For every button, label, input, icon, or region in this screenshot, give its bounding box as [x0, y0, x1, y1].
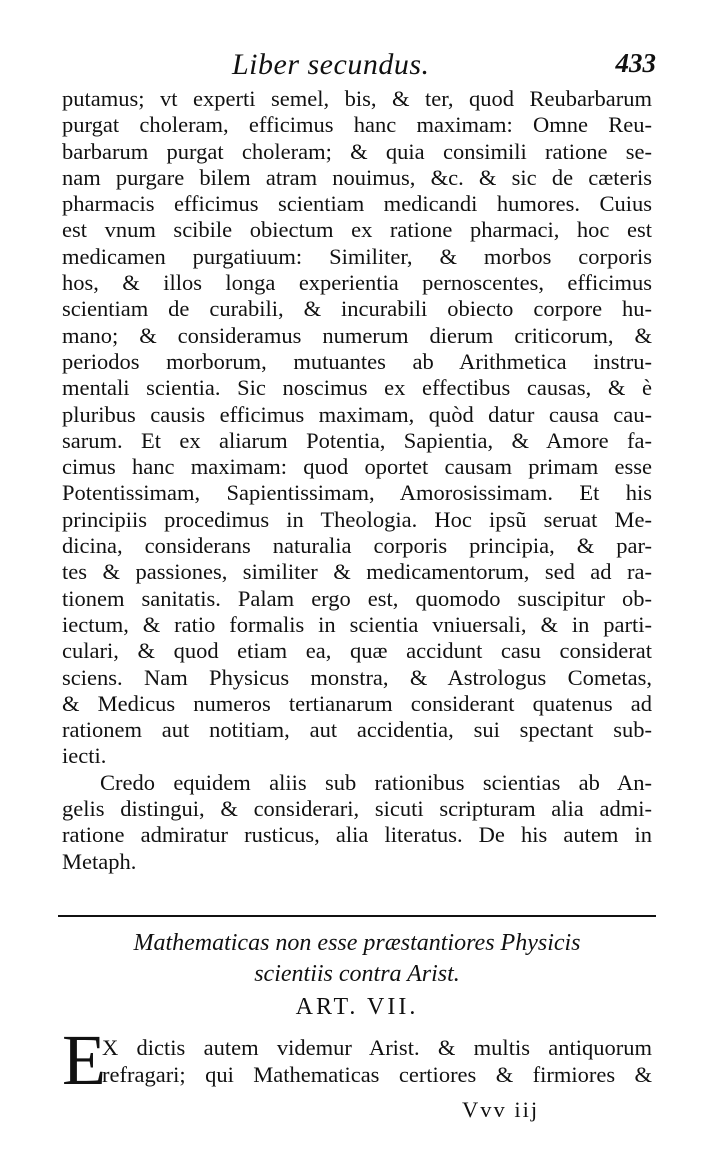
text-line: Potentissimam, Sapientissimam, Amorosissimam. Et his	[62, 480, 652, 506]
text-line: iecti.	[62, 743, 107, 769]
text-line: hos, & illos longa experientia pernoscentes, efficimus	[62, 270, 652, 296]
text-line: rationem aut notitiam, aut accidentia, sui spectant sub-	[62, 717, 652, 743]
text-line: ratione admiratur rusticus, alia literatus. De his autem in	[62, 822, 652, 848]
text-line: cimus hanc maximam: quod oportet causam primam esse	[62, 454, 652, 480]
text-line: mentali scientia. Sic noscimus ex effectibus causas, & è	[62, 375, 652, 401]
article-number: ART. VII.	[295, 994, 419, 1020]
text-line: tionem sanitatis. Palam ergo est, quomodo suscipitur ob-	[62, 585, 652, 611]
text-line: barbarum purgat choleram; & quia consimili ratione se-	[62, 138, 652, 164]
page-number: 433	[615, 48, 656, 78]
text-line: refragari; qui Mathematicas certiores & firmiores &	[102, 1062, 652, 1087]
text-line: sciens. Nam Physicus monstra, & Astrologus Cometas,	[62, 664, 652, 690]
text-line: X dictis autem videmur Arist. & multis antiquorum	[102, 1035, 652, 1060]
text-line: gelis distingui, & considerari, sicuti scripturam alia admi-	[62, 796, 652, 822]
article-title-line: scientiis contra Arist.	[254, 961, 460, 987]
text-line: pharmacis efficimus scientiam medicandi humores. Cuius	[62, 191, 652, 217]
text-line: pluribus causis efficimus maximam, quòd datur causa cau-	[62, 401, 652, 427]
text-line: purgat choleram, efficimus hanc maximam: Omne Reu-	[62, 112, 652, 138]
text-line: sarum. Et ex aliarum Potentia, Sapientia, & Amore fa-	[62, 427, 652, 453]
text-line: medicamen purgatiuum: Similiter, & morbos corporis	[62, 243, 652, 269]
article-title-line: Mathematicas non esse præstantiores Physicis	[133, 930, 581, 956]
section-divider	[58, 915, 656, 917]
article-body	[62, 1020, 652, 1100]
text-line: nam purgare bilem atram nouimus, &c. & sic de cæteris	[62, 164, 652, 190]
article-heading	[62, 928, 652, 1023]
text-line: periodos morborum, mutuantes ab Arithmetica instru-	[62, 348, 652, 374]
running-head: Liber secundus.	[232, 48, 430, 81]
text-line: Metaph.	[62, 848, 137, 874]
text-line: principiis procedimus in Theologia. Hoc ipsũ seruat Me-	[62, 506, 652, 532]
body-text	[62, 86, 652, 875]
text-line: putamus; vt experti semel, bis, & ter, quod Reubarbarum	[62, 86, 652, 111]
text-line: est vnum scibile obiectum ex ratione pharmaci, hoc est	[62, 217, 652, 243]
page-header	[60, 44, 660, 86]
text-line: tes & passiones, similiter & medicamentorum, sed ad ra-	[62, 559, 652, 585]
text-line: mano; & consideramus numerum dierum criticorum, &	[62, 322, 652, 348]
text-line: dicina, considerans naturalia corporis principia, & par-	[62, 533, 652, 559]
text-line: & Medicus numeros tertianarum considerant quatenus ad	[62, 690, 652, 716]
drop-cap: E	[62, 1020, 106, 1100]
text-line: iectum, & ratio formalis in scientia vniuersali, & in parti-	[62, 611, 652, 637]
text-line: scientiam de curabili, & incurabili obiecto corpore hu-	[62, 296, 652, 322]
text-line: culari, & quod etiam ea, quæ accidunt casu considerat	[62, 638, 652, 664]
signature-mark: Vvv iij	[462, 1097, 540, 1122]
text-line: Credo equidem aliis sub rationibus scientias ab An-	[100, 769, 652, 795]
